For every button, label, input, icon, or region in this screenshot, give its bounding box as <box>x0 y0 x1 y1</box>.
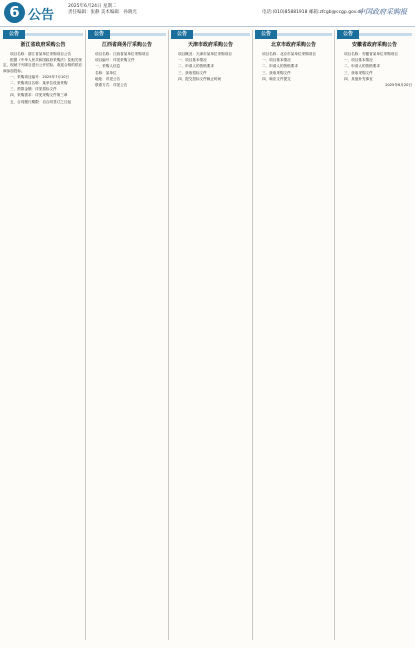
article-title: 浙江省政府采购公告 <box>20 42 66 48</box>
column-5 <box>337 28 412 642</box>
article-line: 项目名称：浙江省某单位采购项目公告 <box>10 52 72 56</box>
newspaper-logo: 中国政府采购报 <box>358 8 407 16</box>
section-header: 公告 <box>88 30 166 39</box>
column-1 <box>3 28 83 642</box>
article-line: 一、采购项目编号：2025年7月10日 <box>10 74 70 79</box>
page-header <box>0 0 415 27</box>
article-line: 项目概况：天津市某单位采购项目 <box>178 52 232 56</box>
article-line: 项目名称：安徽省某单位采购项目 <box>344 52 398 56</box>
article-line: 项目名称：江西省某单位采购项目 <box>95 52 149 56</box>
header-editor: 责任编辑：张静 美术编辑：孙晓光 <box>68 10 137 15</box>
article-line: 五、合同履行期限：自合同签订之日起 <box>10 99 72 104</box>
column-4 <box>255 28 332 642</box>
page-number: 6 <box>4 2 25 23</box>
article-title: 北京市政府采购公告 <box>270 42 316 48</box>
column-divider <box>252 30 253 640</box>
column-2 <box>88 28 166 642</box>
article-line: 四、响应文件提交 <box>262 76 291 81</box>
article-line: 三、获取招标文件 <box>178 70 207 75</box>
article-line: 一、采购人信息 <box>95 64 121 69</box>
section-header: 公告 <box>3 30 83 39</box>
article-line: 名称：某单位 <box>95 70 117 75</box>
article-line: 一、项目基本情况 <box>178 58 207 63</box>
column-3 <box>171 28 250 642</box>
article-line: 一、项目基本情况 <box>262 58 291 63</box>
article-line: 四、提交投标文件截止时间 <box>178 76 222 81</box>
header-meta <box>68 4 137 16</box>
article-line: 二、申请人的资格要求 <box>344 64 380 69</box>
article-line: 项目名称：北京市某单位采购项目 <box>262 52 316 56</box>
article-line: 二、申请人的资格要求 <box>262 64 298 69</box>
article-line: 一、项目基本情况 <box>344 58 373 63</box>
section-header: 公告 <box>171 30 250 39</box>
header-date: 2025年6月24日 星期二 <box>68 4 117 9</box>
article-line: 联系方式：详见公告 <box>95 83 128 88</box>
article-line: 三、预算金额：详见招标文件 <box>10 87 57 92</box>
article-title: 安徽省政府采购公告 <box>351 42 397 48</box>
page-section-title: 公告 <box>28 8 55 23</box>
column-divider <box>85 30 86 640</box>
article-line: 根据《中华人民共和国政府采购法》及相关规定，现就下列项目进行公开招标，欢迎合格的供应商参加投标。 <box>3 58 83 73</box>
article-line: 四、其他补充事宜 <box>344 76 373 81</box>
article-line: 三、获取采购文件 <box>262 70 291 75</box>
article-line: 二、申请人的资格要求 <box>178 64 214 69</box>
article-line: 项目编号：详见采购文件 <box>95 58 135 63</box>
column-divider <box>168 30 169 640</box>
article-line: 二、采购项目名称：某单位设备采购 <box>10 81 68 86</box>
section-header: 公告 <box>337 30 412 39</box>
section-header: 公告 <box>255 30 332 39</box>
article-line: 地址：详见公告 <box>95 76 121 81</box>
article-title: 江西省商务厅采购公告 <box>101 42 152 48</box>
column-divider <box>334 30 335 640</box>
article-title: 天津市政府采购公告 <box>187 42 233 48</box>
article-line: 四、采购需求：详见采购文件第三章 <box>10 93 68 98</box>
header-contact: 电话:(010)85881918 邮箱:zfcgb@ccgp.gov.cn <box>262 10 363 15</box>
article-line: 三、获取采购文件 <box>344 70 373 75</box>
article-date: 2025年6月20日 <box>385 83 412 88</box>
